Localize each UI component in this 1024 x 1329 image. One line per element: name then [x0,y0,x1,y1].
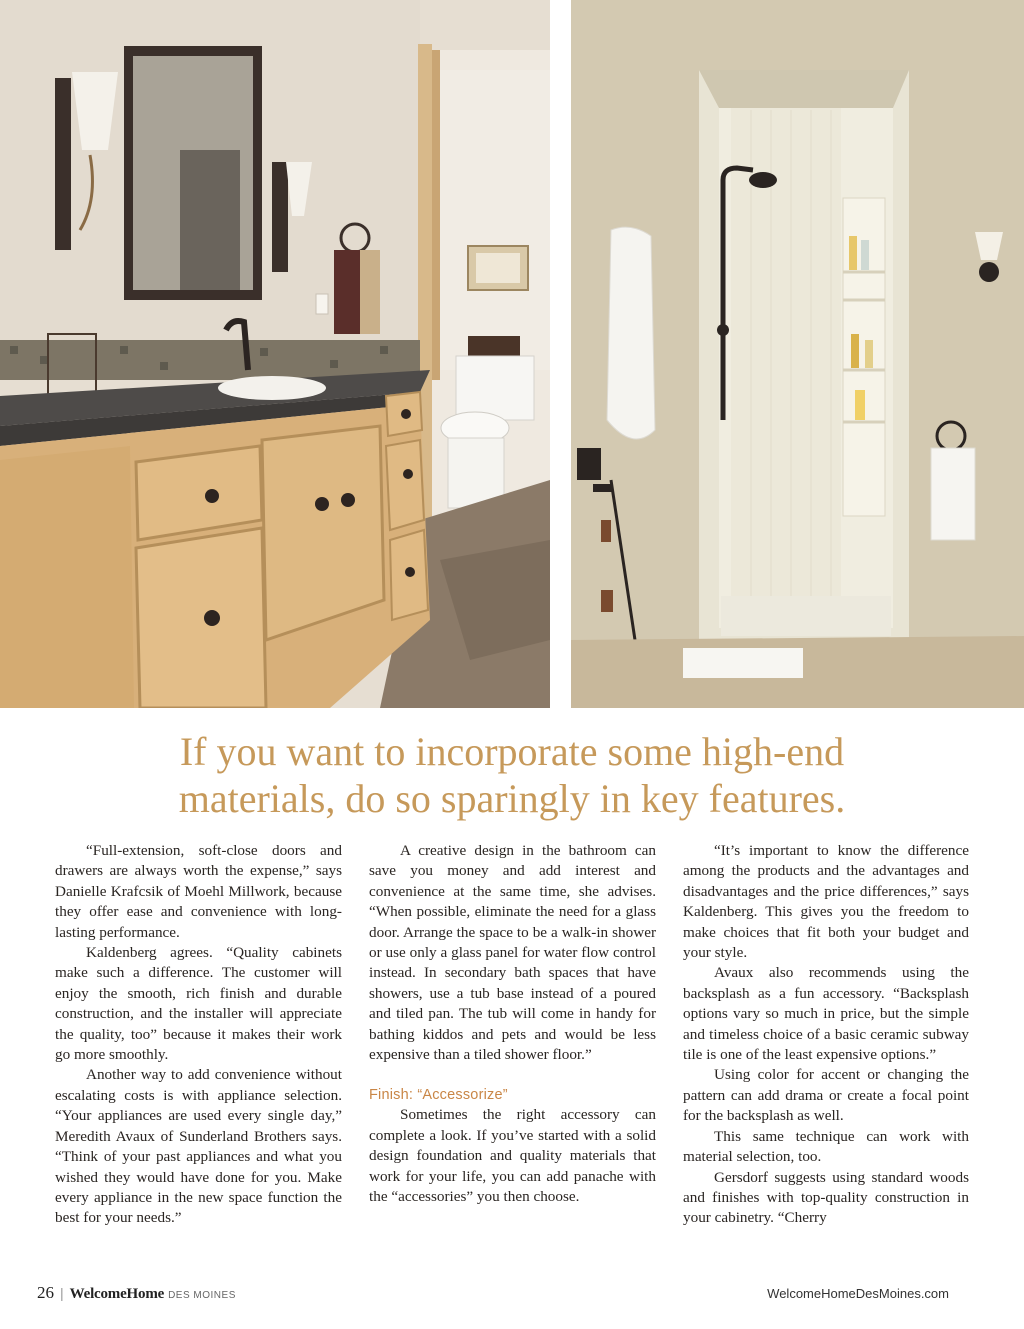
paragraph: A creative design in the bathroom can save you money and add interest and convenience at the same time, she advises. “When possible, eliminate the need for a glass door. Arrange the space to be a walk-in shower or use only a glass panel for water flow control instead. In secondary bath spaces that have showers, use a tub base instead of a poured and tiled pan. The tub will come in handy for bathing kiddos and pets and would be less expensive than a tiled shower floor.” [369,842,656,1064]
paragraph: Gersdorf suggests using standard woods and finishes with top-quality construction in your cabinetry. “Cherry [683,1168,969,1227]
page-number: 26 [37,1283,54,1302]
footer-left [37,1283,236,1303]
footer-website: WelcomeHomeDesMoines.com [767,1286,949,1301]
pull-quote [70,728,954,822]
footer-separator: | [60,1285,64,1301]
section-heading: Finish: “Accessorize” [369,1087,508,1104]
paragraph: “It’s important to know the difference among the products and the advantages and disadvantages and the price differences,” says Kaldenberg. This gives you the freedom to make choices that fit both your budget and your style. [683,842,969,962]
magazine-brand-sub: DES MOINES [168,1290,236,1301]
article-column-1 [55,841,342,1229]
shower-photo [571,0,1024,708]
paragraph: Another way to add convenience without escalating costs is with appliance selection. “Your appliances are used every single day,” Meredith Avaux of Sunderland Brothers says. “Think of your past appliances and what you wished they would have done for you. Make every appliance in the new space function the best for your needs.” [55,1066,342,1227]
paragraph: Avaux also recommends using the backsplash as a fun accessory. “Backsplash options vary so much in price, but the simple and timeless choice of a basic ceramic subway tile is one of the least expensive options.” [683,964,969,1064]
pull-quote-line-1: If you want to incorporate some high-end [179,729,845,774]
paragraph: Using color for accent or changing the pattern can add drama or create a focal point for the backsplash as well. [683,1066,969,1125]
paragraph: Kaldenberg agrees. “Quality cabinets make such a difference. The customer will enjoy the smooth, rich finish and durable construction, and the installer will appreciate the quality, too” because it makes their work go more smoothly. [55,944,342,1064]
paragraph: This same technique can work with material selection, too. [683,1127,969,1166]
article-column-3 [683,841,969,1229]
article-column-2 [369,841,656,1208]
magazine-brand: WelcomeHome [69,1286,165,1302]
paragraph: Sometimes the right accessory can complete a look. If you’ve started with a solid design foundation and quality materials that work for your life, you can add panache with the “accessories” you then choose. [369,1106,656,1206]
paragraph: “Full-extension, soft-close doors and drawers are always worth the expense,” says Danielle Krafcsik of Moehl Millwork, because they offer ease and convenience with long-lasting performance. [55,842,342,941]
vanity-bathroom-photo [0,0,550,708]
pull-quote-line-2: materials, do so sparingly in key features. [178,776,846,821]
